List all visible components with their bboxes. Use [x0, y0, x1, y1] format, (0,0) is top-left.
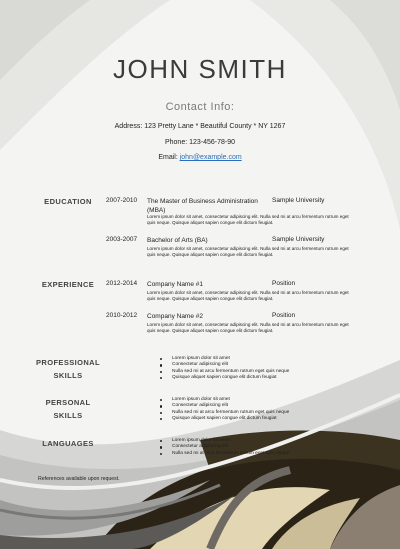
phone-line: Phone: 123-456-78-90: [164, 139, 236, 146]
list-item: Quisque aliquet sapien congue elit dictum feugiat: [172, 416, 289, 422]
experience-entry-1-description: Lorem ipsum dolor sit amet, consectetur adipiscing elit. Nulla sed mi at arcu fermentum rutrum eget quis neque. Quisque aliquet sapien congue elit dictum feugiat.: [147, 290, 349, 302]
experience-entry-2-years: 2010-2012: [106, 312, 138, 319]
address-line: Address: 123 Pretty Lane * Beautiful County * NY 1267: [114, 123, 286, 130]
education-entry-2-description: Lorem ipsum dolor sit amet, consectetur adipiscing elit. Nulla sed mi at arcu fermentum rutrum eget quis neque. Quisque aliquet sapien congue elit dictum feugiat.: [147, 246, 349, 258]
education-entry-2-title: Bachelor of Arts (BA): [147, 237, 208, 244]
list-item: Consectetur adipiscing elit: [172, 444, 289, 450]
education-entry-1-description: Lorem ipsum dolor sit amet, consectetur adipiscing elit. Nulla sed mi at arcu fermentum rutrum eget quis neque. Quisque aliquet sapien congue elit dictum feugiat.: [147, 214, 349, 226]
personal-skills-title-line-2: SKILLS: [53, 411, 83, 420]
experience-title: EXPERIENCE: [41, 280, 95, 289]
experience-entry-2-description: Lorem ipsum dolor sit amet, consectetur adipiscing elit. Nulla sed mi at arcu fermentum rutrum eget quis neque. Quisque aliquet sapien congue elit dictum feugiat.: [147, 322, 349, 334]
languages-title: LANGUAGES: [42, 439, 94, 448]
education-entry-1-years: 2007-2010: [106, 197, 138, 204]
list-item: Lorem ipsum dolor sit amet: [172, 356, 289, 362]
education-entry-2-years: 2003-2007: [106, 236, 138, 243]
professional-skills-list: [172, 356, 289, 381]
personal-skills-title-line-1: PERSONAL: [45, 398, 91, 407]
list-item: Nulla sed mi at arcu fermentum rutrum eget quis neque: [172, 368, 290, 374]
professional-skills-title-line-2: SKILLS: [53, 371, 83, 380]
list-item: Quisque aliquet sapien congue elit dictum feugiat: [172, 375, 289, 381]
professional-skills-title-line-1: PROFESSIONAL: [36, 358, 100, 367]
languages-list: [172, 438, 289, 457]
experience-entry-1-years: 2012-2014: [106, 280, 138, 287]
email-label: Email:: [158, 154, 180, 161]
list-item: Lorem ipsum dolor sit amet: [172, 438, 289, 444]
education-title: EDUCATION: [44, 197, 92, 206]
experience-entry-1-company: Company Name #1: [147, 281, 203, 288]
personal-skills-title: [22, 396, 114, 422]
email-line: [0, 154, 400, 161]
contact-info-title: Contact Info:: [165, 101, 235, 113]
list-item: Consectetur adipiscing elit: [172, 403, 289, 409]
list-item: Lorem ipsum dolor sit amet: [172, 397, 289, 403]
email-link[interactable]: john@example.com: [179, 154, 242, 161]
list-item: Consectetur adipiscing elit: [172, 362, 289, 368]
education-entry-1-title: The Master of Business Administration (MBA): [147, 198, 258, 214]
education-entry-2-institution: Sample University: [272, 236, 325, 243]
professional-skills-title: [22, 356, 114, 382]
experience-entry-1-position: Position: [272, 280, 296, 287]
personal-skills-list: [172, 397, 289, 422]
references-note: References available upon request.: [38, 476, 120, 482]
list-item: Nulla sed mi at arcu fermentum rutrum eget quis neque: [172, 450, 290, 456]
experience-entry-2-company: Company Name #2: [147, 313, 203, 320]
resume-name: JOHN SMITH: [113, 54, 287, 84]
experience-entry-2-position: Position: [272, 312, 296, 319]
list-item: Nulla sed mi at arcu fermentum rutrum eget quis neque: [172, 409, 290, 415]
education-entry-1-institution: Sample University: [272, 197, 325, 204]
